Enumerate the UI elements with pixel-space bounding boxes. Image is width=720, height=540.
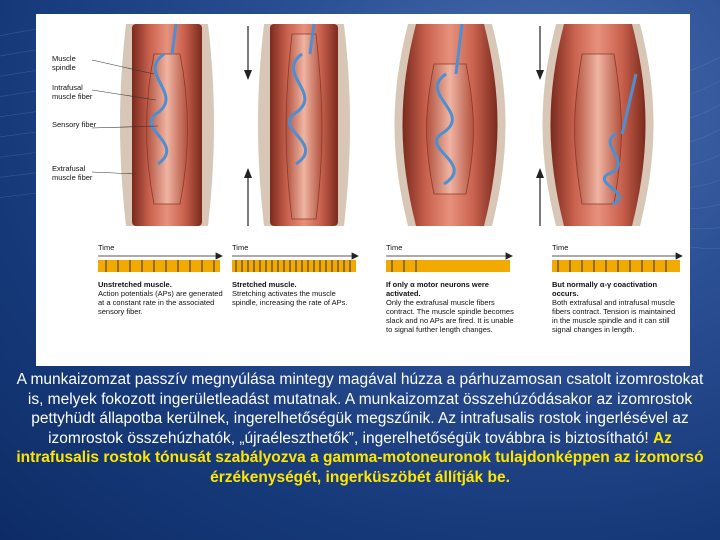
ap-bar-4 (552, 260, 680, 272)
caption-4 (552, 280, 682, 334)
label-sensory-fiber: Sensory fiber (52, 120, 97, 129)
time-label-2: Time (232, 243, 249, 252)
time-axes (98, 253, 682, 259)
time-label-4: Time (552, 243, 569, 252)
ap-bar-1 (98, 260, 220, 272)
panel-3-muscle (395, 24, 506, 226)
ap-bar-2 (232, 260, 356, 272)
panel-1-muscle (92, 24, 214, 226)
highlighted-conclusion: Az intrafusalis rostok tónusát szabályozva a gamma-motoneuronok tulajdonképpen az izomorsó érzékenységét, ingerküszöbét állítják be. (16, 429, 704, 486)
label-muscle-spindle: Muscle spindle (52, 54, 76, 72)
panel-2-muscle (244, 24, 350, 226)
caption-3-body: Only the extrafusal muscle fibers contract. The muscle spindle becomes slack and no APs are fired. It is unable to signal further length changes. (386, 298, 514, 334)
caption-3-title: If only α motor neurons were activated. (386, 280, 489, 298)
panel-4-muscle (536, 24, 654, 226)
explanation-paragraph (10, 370, 710, 488)
caption-2 (232, 280, 362, 307)
caption-4-title: But normally α-γ coactivation occurs. (552, 280, 658, 298)
caption-1 (98, 280, 228, 316)
label-intrafusal-fiber: Intrafusal muscle fiber (52, 83, 93, 101)
caption-1-body: Action potentials (APs) are generated at a constant rate in the associated sensory fiber. (98, 289, 223, 316)
time-label-1: Time (98, 243, 115, 252)
caption-4-body: Both extrafusal and intrafusal muscle fibers contract. Tension is maintained in the muscle spindle and it can still signal changes in length. (552, 298, 676, 334)
muscle-spindle-figure (36, 14, 690, 366)
time-label-3: Time (386, 243, 403, 252)
ap-bar-3 (386, 260, 510, 272)
paragraph-text: A munkaizomzat passzív megnyúlása mintegy magával húzza a párhuzamosan csatolt izomrostokat is, melyek fokozott ingerületleadást mutatnak. A munkaizomzat összehúzódásakor az izomrostok pettyhüdt állapotba kerülnek, ingerelhetőségük megszűnik. Az intrafusalis rostok ingerlésével az izomrostok összehúzhatók, „újraéleszthetők”, ingerelhetőségük továbbra is biztosítható! (16, 371, 704, 447)
caption-1-title: Unstretched muscle. (98, 280, 172, 289)
caption-3 (386, 280, 516, 334)
caption-2-body: Stretching activates the muscle spindle, increasing the rate of APs. (232, 289, 348, 307)
caption-2-title: Stretched muscle. (232, 280, 297, 289)
label-extrafusal-fiber: Extrafusal muscle fiber (52, 164, 93, 182)
